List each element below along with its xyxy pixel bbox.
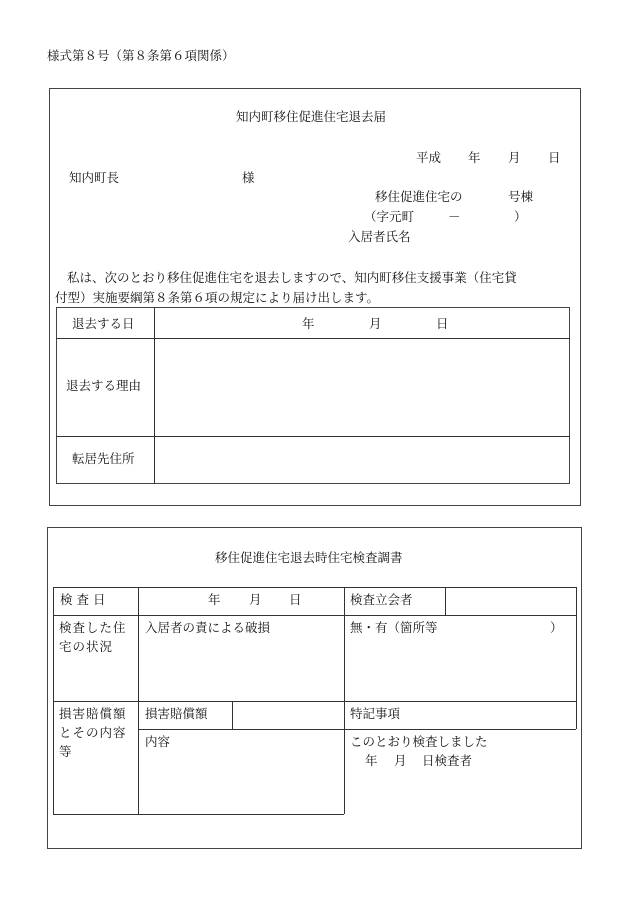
housing-label: 移住促進住宅の bbox=[375, 189, 463, 204]
move-out-date-label: 退去する日 bbox=[72, 316, 135, 331]
move-out-date-year: 年 bbox=[302, 316, 315, 331]
new-address-label: 転居先住所 bbox=[72, 451, 135, 466]
statement-line-1: 私は、次のとおり移住促進住宅を退去しますので、知内町移住支援事業（住宅貸 bbox=[67, 270, 517, 285]
notice-date-era: 平成 bbox=[416, 150, 442, 165]
inspection-table-divider bbox=[445, 587, 446, 615]
presence-text: 無・有（箇所等 bbox=[350, 620, 438, 635]
content-label: 内容 bbox=[145, 734, 171, 749]
compensation-label-line-3: 等 bbox=[59, 744, 72, 759]
condition-label-line-1: 検査した住 bbox=[59, 620, 127, 635]
damage-text: 入居者の責による破損 bbox=[145, 620, 271, 635]
inspector-month: 月 bbox=[394, 753, 407, 768]
presence-close: ） bbox=[550, 620, 563, 635]
compensation-label-line-2: とその内容 bbox=[59, 725, 127, 740]
inspection-table-rule bbox=[53, 701, 576, 702]
inspection-table-rule bbox=[344, 729, 576, 730]
building-label: 号棟 bbox=[508, 189, 534, 204]
inspection-table-rule bbox=[138, 729, 344, 730]
inspection-table-divider bbox=[232, 701, 233, 729]
inspection-title: 移住促進住宅退去時住宅検査調書 bbox=[215, 550, 403, 565]
inspection-table-rule bbox=[53, 587, 576, 588]
notice-date-month: 月 bbox=[508, 150, 521, 165]
condition-label-line-2: 宅の状況 bbox=[59, 639, 114, 654]
form-number: 様式第８号（第８条第６項関係） bbox=[47, 48, 235, 63]
inspection-table-rule bbox=[53, 814, 344, 815]
address-close: ） bbox=[514, 209, 527, 224]
address-open: （字元町 bbox=[364, 209, 415, 224]
inspector-year: 年 bbox=[365, 753, 378, 768]
statement-line-2: 付型）実施要綱第８条第６項の規定により届け出します。 bbox=[55, 290, 380, 305]
confirm-text: このとおり検査しました bbox=[350, 734, 488, 749]
notice-table-divider bbox=[154, 307, 155, 484]
notice-table-rule bbox=[56, 338, 570, 339]
resident-name-label: 入居者氏名 bbox=[348, 229, 411, 244]
inspection-table-divider bbox=[344, 587, 345, 814]
notice-date-day: 日 bbox=[548, 150, 561, 165]
witness-label: 検査立会者 bbox=[350, 592, 413, 607]
inspection-table-divider bbox=[576, 587, 577, 729]
notice-date-year: 年 bbox=[468, 150, 481, 165]
inspection-table-divider bbox=[138, 587, 139, 814]
inspection-date-day: 日 bbox=[289, 592, 302, 607]
move-out-reason-label: 退去する理由 bbox=[66, 378, 142, 393]
addressee-honorific: 様 bbox=[242, 170, 255, 185]
inspector-day-label: 日検査者 bbox=[422, 753, 473, 768]
move-out-date-day: 日 bbox=[436, 316, 449, 331]
move-out-date-month: 月 bbox=[369, 316, 382, 331]
inspection-table-rule bbox=[53, 615, 576, 616]
addressee: 知内町長 bbox=[69, 170, 120, 185]
inspection-form bbox=[47, 527, 582, 849]
notice-title: 知内町移住促進住宅退去届 bbox=[236, 109, 387, 124]
compensation-label-line-1: 損害賠償額 bbox=[59, 706, 127, 721]
inspection-date-label: 検 査 日 bbox=[60, 592, 106, 607]
inspection-date-year: 年 bbox=[208, 592, 221, 607]
inspection-table-divider bbox=[53, 587, 54, 814]
address-dash: － bbox=[448, 209, 461, 224]
inspection-date-month: 月 bbox=[249, 592, 262, 607]
remarks-label: 特記事項 bbox=[350, 706, 401, 721]
notice-table-rule bbox=[56, 436, 570, 437]
compensation-amount-label: 損害賠償額 bbox=[145, 706, 208, 721]
